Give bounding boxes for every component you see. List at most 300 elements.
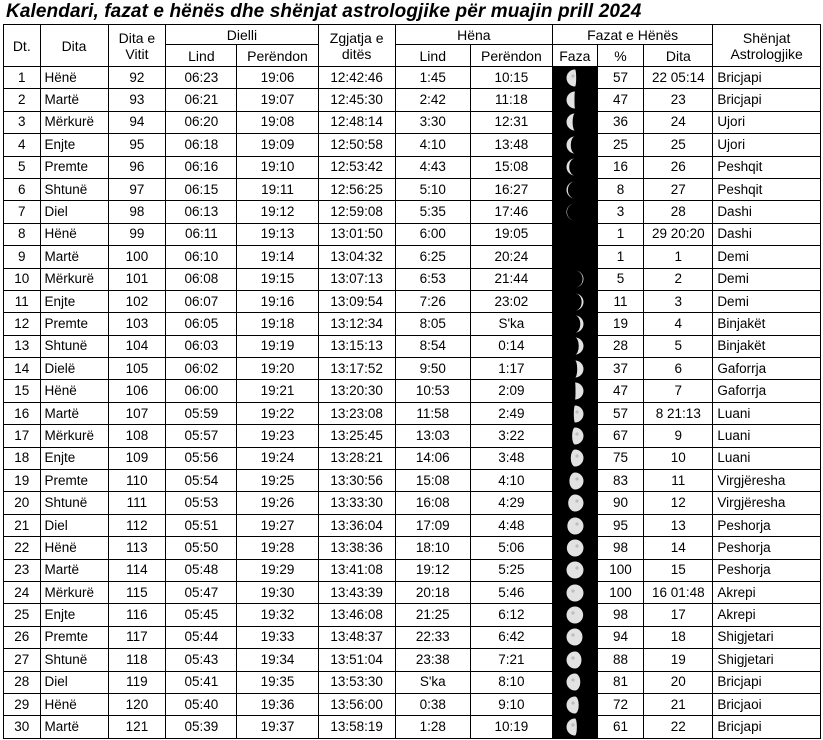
moon-mare — [575, 477, 578, 480]
moon-lit-area — [575, 383, 583, 400]
moon-lit-area — [575, 315, 583, 332]
cell-dita-vitit: 116 — [108, 604, 166, 626]
cell-dita-vitit: 104 — [108, 335, 166, 357]
table-header — [4, 25, 821, 67]
cell-zodiac: Gaforrja — [713, 358, 821, 380]
cell-zodiac: Dashi — [713, 223, 821, 245]
cell-lunar-day: 16 01:48 — [644, 581, 713, 603]
cell-lunar-day: 21 — [644, 693, 713, 715]
moon-phase-icon — [565, 381, 585, 401]
cell-moon-phase — [553, 537, 598, 559]
moon-phase-icon — [565, 627, 585, 647]
cell-zgjatja: 12:56:25 — [318, 178, 395, 200]
cell-dita: Premte — [40, 313, 108, 335]
cell-dielli-perendon: 19:21 — [237, 380, 318, 402]
cell-lunar-day: 24 — [644, 111, 713, 133]
cell-percent: 37 — [597, 358, 644, 380]
cell-zodiac: Shigjetari — [713, 649, 821, 671]
cell-moon-phase — [553, 201, 598, 223]
cell-zgjatja: 13:12:34 — [318, 313, 395, 335]
cell-zgjatja: 13:23:08 — [318, 402, 395, 424]
moon-phase-icon — [565, 695, 585, 715]
cell-lunar-day: 22 — [644, 716, 713, 738]
cell-dita: Mërkurë — [40, 268, 108, 290]
cell-dita-vitit: 111 — [108, 492, 166, 514]
cell-hena-perendon: 0:14 — [470, 335, 552, 357]
cell-moon-phase — [553, 470, 598, 492]
cell-lunar-day: 19 — [644, 649, 713, 671]
cell-hena-lind: 17:09 — [395, 514, 470, 536]
table-row — [4, 626, 821, 648]
cell-dita-vitit: 113 — [108, 537, 166, 559]
cell-zodiac: Demi — [713, 290, 821, 312]
table-row — [4, 111, 821, 133]
table-row — [4, 335, 821, 357]
moon-phase-icon — [565, 404, 585, 424]
cell-dielli-lind: 05:43 — [166, 649, 237, 671]
moon-phase-icon — [565, 314, 585, 334]
table-row — [4, 581, 821, 603]
cell-zodiac: Akrepi — [713, 604, 821, 626]
cell-moon-phase — [553, 649, 598, 671]
cell-dita-vitit: 97 — [108, 178, 166, 200]
cell-dielli-lind: 05:47 — [166, 581, 237, 603]
header-faza: Faza — [553, 45, 598, 67]
cell-moon-phase — [553, 89, 598, 111]
header-hena-perendon: Perëndon — [470, 45, 552, 67]
moon-lit-area — [574, 405, 584, 422]
cell-dita: Diel — [40, 671, 108, 693]
cell-dielli-perendon: 19:36 — [237, 693, 318, 715]
header-dt: Dt. — [4, 25, 41, 67]
moon-mare — [575, 455, 578, 458]
cell-zgjatja: 13:15:13 — [318, 335, 395, 357]
cell-zodiac: Peshqit — [713, 178, 821, 200]
cell-dita: Shtunë — [40, 178, 108, 200]
cell-dielli-lind: 05:59 — [166, 402, 237, 424]
moon-lit-area — [566, 114, 574, 131]
cell-dt: 19 — [4, 470, 41, 492]
cell-hena-lind: 13:03 — [395, 425, 470, 447]
cell-dita-vitit: 109 — [108, 447, 166, 469]
cell-dita: Diel — [40, 201, 108, 223]
moon-mare — [571, 723, 574, 726]
cell-dielli-lind: 05:41 — [166, 671, 237, 693]
table-row — [4, 290, 821, 312]
cell-moon-phase — [553, 425, 598, 447]
cell-dita: Hënë — [40, 380, 108, 402]
cell-lunar-day: 9 — [644, 425, 713, 447]
table-row — [4, 178, 821, 200]
cell-hena-perendon: 6:42 — [470, 626, 552, 648]
moon-lit-area — [566, 629, 582, 646]
moon-mare — [575, 522, 578, 525]
cell-dita-vitit: 103 — [108, 313, 166, 335]
header-dielli-perendon: Perëndon — [237, 45, 318, 67]
cell-zodiac: Shigjetari — [713, 626, 821, 648]
cell-lunar-day: 11 — [644, 470, 713, 492]
cell-percent: 98 — [597, 604, 644, 626]
cell-dielli-lind: 06:11 — [166, 223, 237, 245]
cell-dielli-perendon: 19:32 — [237, 604, 318, 626]
cell-dt: 5 — [4, 156, 41, 178]
cell-dt: 14 — [4, 358, 41, 380]
cell-dt: 7 — [4, 201, 41, 223]
cell-moon-phase — [553, 67, 598, 89]
cell-moon-phase — [553, 134, 598, 156]
cell-dielli-lind: 06:08 — [166, 268, 237, 290]
cell-hena-perendon: 1:17 — [470, 358, 552, 380]
cell-percent: 57 — [597, 402, 644, 424]
table-row — [4, 268, 821, 290]
moon-phase-icon — [565, 292, 585, 312]
moon-phase-icon — [565, 583, 585, 603]
cell-dt: 23 — [4, 559, 41, 581]
moon-phase-icon — [565, 493, 585, 513]
cell-dita: Dielë — [40, 358, 108, 380]
cell-dita-vitit: 99 — [108, 223, 166, 245]
cell-percent: 100 — [597, 559, 644, 581]
cell-dielli-lind: 05:45 — [166, 604, 237, 626]
moon-lit-area — [572, 427, 583, 444]
cell-dt: 1 — [4, 67, 41, 89]
cell-zgjatja: 12:53:42 — [318, 156, 395, 178]
cell-hena-perendon: 6:12 — [470, 604, 552, 626]
cell-hena-perendon: 13:48 — [470, 134, 552, 156]
moon-lit-area — [575, 293, 583, 310]
cell-dita: Premte — [40, 470, 108, 492]
cell-zgjatja: 13:07:13 — [318, 268, 395, 290]
cell-hena-lind: 4:10 — [395, 134, 470, 156]
cell-dita-vitit: 114 — [108, 559, 166, 581]
table-row — [4, 89, 821, 111]
moon-phase-icon — [565, 538, 585, 558]
moon-lit-area — [566, 607, 583, 624]
header-zgjatja: Zgjatja e ditës — [318, 25, 395, 67]
cell-lunar-day: 29 20:20 — [644, 223, 713, 245]
moon-phase-icon — [565, 672, 585, 692]
cell-moon-phase — [553, 671, 598, 693]
cell-dielli-perendon: 19:07 — [237, 89, 318, 111]
cell-zodiac: Luani — [713, 425, 821, 447]
cell-zgjatja: 13:17:52 — [318, 358, 395, 380]
cell-lunar-day: 5 — [644, 335, 713, 357]
moon-phase-icon — [565, 180, 585, 200]
cell-dita: Hënë — [40, 537, 108, 559]
cell-dita: Martë — [40, 402, 108, 424]
cell-hena-lind: 21:25 — [395, 604, 470, 626]
cell-hena-perendon: 7:21 — [470, 649, 552, 671]
moon-lit-area — [566, 696, 578, 713]
cell-dita-vitit: 100 — [108, 246, 166, 268]
cell-lunar-day: 7 — [644, 380, 713, 402]
cell-dita-vitit: 120 — [108, 693, 166, 715]
cell-lunar-day: 13 — [644, 514, 713, 536]
cell-moon-phase — [553, 604, 598, 626]
cell-zgjatja: 13:33:30 — [318, 492, 395, 514]
moon-lit-area — [566, 562, 583, 579]
cell-percent: 75 — [597, 447, 644, 469]
table-row — [4, 313, 821, 335]
cell-percent: 88 — [597, 649, 644, 671]
cell-moon-phase — [553, 492, 598, 514]
moon-phase-icon — [565, 560, 585, 580]
cell-hena-lind: 7:26 — [395, 290, 470, 312]
table-row — [4, 246, 821, 268]
moon-lit-area — [575, 338, 583, 355]
moon-calendar-table — [3, 24, 821, 739]
cell-dita-vitit: 115 — [108, 581, 166, 603]
cell-hena-perendon: 9:10 — [470, 693, 552, 715]
cell-dt: 28 — [4, 671, 41, 693]
cell-dita-vitit: 105 — [108, 358, 166, 380]
cell-dielli-perendon: 19:37 — [237, 716, 318, 738]
cell-zodiac: Bricjapi — [713, 671, 821, 693]
cell-dita: Mërkurë — [40, 425, 108, 447]
cell-lunar-day: 28 — [644, 201, 713, 223]
cell-lunar-day: 3 — [644, 290, 713, 312]
cell-hena-lind: 15:08 — [395, 470, 470, 492]
cell-dt: 10 — [4, 268, 41, 290]
cell-zodiac: Peshqit — [713, 156, 821, 178]
cell-dita: Martë — [40, 716, 108, 738]
cell-dt: 25 — [4, 604, 41, 626]
cell-percent: 28 — [597, 335, 644, 357]
table-row — [4, 67, 821, 89]
header-shenjat: Shënjat Astrologjike — [713, 25, 821, 67]
cell-zgjatja: 13:01:50 — [318, 223, 395, 245]
cell-dita: Shtunë — [40, 649, 108, 671]
cell-zodiac: Peshorja — [713, 514, 821, 536]
cell-hena-lind: 8:54 — [395, 335, 470, 357]
moon-phase-icon — [565, 650, 585, 670]
cell-hena-perendon: 16:27 — [470, 178, 552, 200]
cell-zodiac: Virgjëresha — [713, 492, 821, 514]
cell-percent: 1 — [597, 246, 644, 268]
cell-lunar-day: 12 — [644, 492, 713, 514]
cell-percent: 72 — [597, 693, 644, 715]
moon-mare — [571, 611, 574, 614]
moon-lit-area — [566, 651, 581, 668]
moon-phase-icon — [565, 135, 585, 155]
moon-lit-area — [575, 360, 583, 377]
header-dielli-lind: Lind — [166, 45, 237, 67]
cell-lunar-day: 6 — [644, 358, 713, 380]
cell-lunar-day: 8 21:13 — [644, 402, 713, 424]
cell-zgjatja: 13:51:04 — [318, 649, 395, 671]
cell-dt: 30 — [4, 716, 41, 738]
moon-mare — [575, 410, 578, 413]
cell-moon-phase — [553, 581, 598, 603]
cell-dita-vitit: 110 — [108, 470, 166, 492]
cell-zgjatja: 13:04:32 — [318, 246, 395, 268]
table-row — [4, 134, 821, 156]
cell-dielli-perendon: 19:30 — [237, 581, 318, 603]
cell-hena-perendon: 17:46 — [470, 201, 552, 223]
cell-lunar-day: 1 — [644, 246, 713, 268]
cell-dielli-lind: 06:07 — [166, 290, 237, 312]
cell-hena-lind: 20:18 — [395, 581, 470, 603]
cell-hena-perendon: 3:48 — [470, 447, 552, 469]
moon-phase-icon — [565, 202, 585, 222]
cell-zodiac: Bricjapi — [713, 89, 821, 111]
cell-dt: 18 — [4, 447, 41, 469]
table-row — [4, 716, 821, 738]
cell-dita: Enjte — [40, 447, 108, 469]
moon-lit-area — [566, 92, 574, 109]
cell-zgjatja: 13:53:30 — [318, 671, 395, 693]
cell-moon-phase — [553, 246, 598, 268]
table-row — [4, 492, 821, 514]
moon-lit-area — [575, 271, 583, 288]
cell-percent: 94 — [597, 626, 644, 648]
moon-phase-icon — [565, 247, 585, 267]
cell-moon-phase — [553, 447, 598, 469]
cell-dita: Shtunë — [40, 492, 108, 514]
cell-hena-lind: 6:25 — [395, 246, 470, 268]
cell-dielli-perendon: 19:15 — [237, 268, 318, 290]
cell-zgjatja: 13:38:36 — [318, 537, 395, 559]
cell-dielli-perendon: 19:20 — [237, 358, 318, 380]
cell-percent: 100 — [597, 581, 644, 603]
moon-phase-icon — [565, 448, 585, 468]
moon-lit-area — [568, 495, 583, 512]
table-row — [4, 671, 821, 693]
cell-zodiac: Binjakët — [713, 335, 821, 357]
cell-dita-vitit: 101 — [108, 268, 166, 290]
page-title: Kalendari, fazat e hënës dhe shënjat astrologjike për muajin prill 2024 — [6, 1, 642, 22]
cell-lunar-day: 17 — [644, 604, 713, 626]
cell-lunar-day: 14 — [644, 537, 713, 559]
cell-percent: 95 — [597, 514, 644, 536]
cell-zgjatja: 12:48:14 — [318, 111, 395, 133]
cell-dt: 9 — [4, 246, 41, 268]
cell-dielli-lind: 06:20 — [166, 111, 237, 133]
moon-phase-icon — [565, 426, 585, 446]
cell-zgjatja: 13:48:37 — [318, 626, 395, 648]
cell-hena-lind: 23:38 — [395, 649, 470, 671]
cell-dielli-lind: 05:51 — [166, 514, 237, 536]
cell-zodiac: Bricjapi — [713, 67, 821, 89]
table-row — [4, 425, 821, 447]
cell-dita-vitit: 92 — [108, 67, 166, 89]
cell-dielli-perendon: 19:10 — [237, 156, 318, 178]
moon-lit-area — [569, 472, 583, 489]
cell-hena-lind: 5:35 — [395, 201, 470, 223]
cell-dt: 4 — [4, 134, 41, 156]
cell-hena-lind: 14:06 — [395, 447, 470, 469]
moon-lit-area — [566, 204, 574, 221]
cell-dt: 24 — [4, 581, 41, 603]
table-body — [4, 67, 821, 739]
cell-dita: Hënë — [40, 223, 108, 245]
cell-zodiac: Peshorja — [713, 559, 821, 581]
cell-hena-perendon: 10:15 — [470, 67, 552, 89]
cell-dt: 8 — [4, 223, 41, 245]
cell-hena-lind: 10:53 — [395, 380, 470, 402]
moon-lit-area — [567, 517, 583, 534]
cell-zgjatja: 13:28:21 — [318, 447, 395, 469]
cell-zgjatja: 13:09:54 — [318, 290, 395, 312]
cell-hena-lind: 3:30 — [395, 111, 470, 133]
cell-moon-phase — [553, 626, 598, 648]
cell-dielli-perendon: 19:26 — [237, 492, 318, 514]
cell-dt: 29 — [4, 693, 41, 715]
cell-dielli-lind: 06:10 — [166, 246, 237, 268]
cell-moon-phase — [553, 335, 598, 357]
cell-hena-perendon: 3:22 — [470, 425, 552, 447]
cell-hena-lind: 9:50 — [395, 358, 470, 380]
moon-phase-icon — [565, 68, 585, 88]
cell-dielli-perendon: 19:28 — [237, 537, 318, 559]
cell-zodiac: Demi — [713, 268, 821, 290]
cell-percent: 47 — [597, 380, 644, 402]
cell-hena-perendon: 11:18 — [470, 89, 552, 111]
cell-zgjatja: 13:46:08 — [318, 604, 395, 626]
cell-percent: 47 — [597, 89, 644, 111]
cell-dielli-lind: 06:00 — [166, 380, 237, 402]
cell-lunar-day: 23 — [644, 89, 713, 111]
cell-percent: 19 — [597, 313, 644, 335]
cell-dielli-perendon: 19:18 — [237, 313, 318, 335]
cell-dita: Enjte — [40, 290, 108, 312]
cell-dita: Mërkurë — [40, 111, 108, 133]
moon-phase-icon — [565, 359, 585, 379]
cell-dita-vitit: 98 — [108, 201, 166, 223]
moon-mare — [571, 679, 574, 682]
cell-hena-perendon: 4:48 — [470, 514, 552, 536]
cell-hena-perendon: S'ka — [470, 313, 552, 335]
cell-dita: Martë — [40, 89, 108, 111]
moon-lit-area — [566, 181, 574, 198]
cell-hena-lind: 11:58 — [395, 402, 470, 424]
header-dita: Dita — [40, 25, 108, 67]
cell-hena-perendon: 15:08 — [470, 156, 552, 178]
cell-dielli-lind: 05:48 — [166, 559, 237, 581]
cell-dielli-lind: 06:03 — [166, 335, 237, 357]
cell-zodiac: Bricjaoi — [713, 693, 821, 715]
moon-lit-area — [571, 450, 584, 467]
cell-moon-phase — [553, 111, 598, 133]
cell-dielli-lind: 06:05 — [166, 313, 237, 335]
cell-moon-phase — [553, 358, 598, 380]
header-dielli: Dielli — [166, 25, 318, 45]
cell-dt: 27 — [4, 649, 41, 671]
cell-percent: 81 — [597, 671, 644, 693]
cell-dielli-perendon: 19:24 — [237, 447, 318, 469]
header-hena-lind: Lind — [395, 45, 470, 67]
cell-dt: 12 — [4, 313, 41, 335]
cell-zgjatja: 12:42:46 — [318, 67, 395, 89]
cell-dita: Shtunë — [40, 335, 108, 357]
moon-mare — [571, 74, 574, 77]
cell-lunar-day: 18 — [644, 626, 713, 648]
moon-mare — [575, 432, 578, 435]
cell-dielli-lind: 06:15 — [166, 178, 237, 200]
cell-hena-lind: 18:10 — [395, 537, 470, 559]
cell-dita-vitit: 112 — [108, 514, 166, 536]
table-row — [4, 380, 821, 402]
cell-dt: 16 — [4, 402, 41, 424]
cell-percent: 90 — [597, 492, 644, 514]
table-row — [4, 514, 821, 536]
cell-lunar-day: 4 — [644, 313, 713, 335]
cell-dielli-lind: 05:40 — [166, 693, 237, 715]
cell-hena-lind: 19:12 — [395, 559, 470, 581]
cell-dita-vitit: 96 — [108, 156, 166, 178]
cell-dielli-perendon: 19:11 — [237, 178, 318, 200]
moon-phase-icon — [565, 112, 585, 132]
